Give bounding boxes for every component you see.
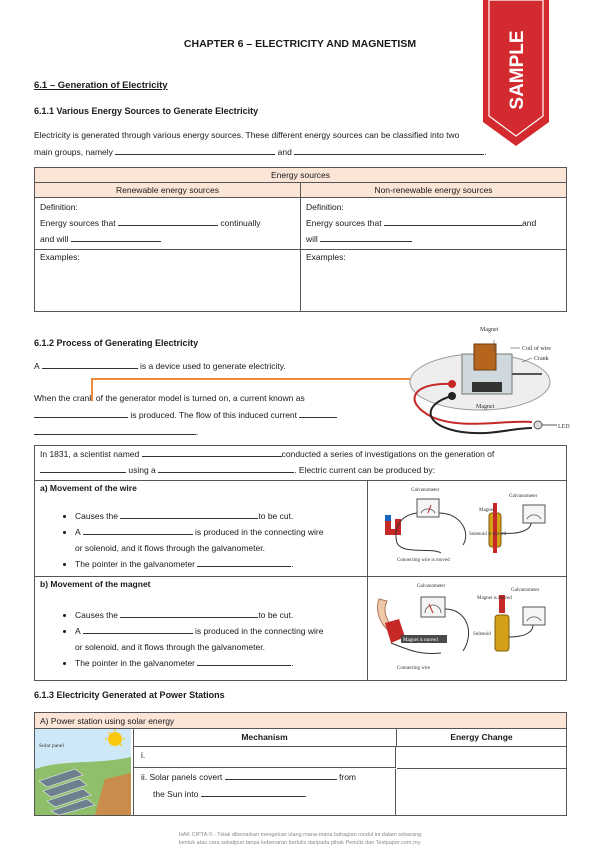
blank-field[interactable]	[225, 769, 337, 780]
blank-field[interactable]	[158, 462, 294, 473]
label-connecting-wire: Connecting wire is moved	[397, 558, 450, 563]
intro-line-2: main groups, namely and .	[34, 144, 574, 161]
intro-text: main groups, namely	[34, 147, 113, 157]
blank-field[interactable]	[115, 144, 275, 155]
copyright-footer	[0, 831, 600, 847]
solar-table-title: A) Power station using solar energy	[35, 713, 566, 729]
subsection-heading-6-1-3: 6.1.3 Electricity Generated at Power Stations	[34, 690, 225, 700]
magnet-movement-row	[35, 576, 566, 681]
label-galvanometer: Galvanometer	[411, 488, 440, 493]
non-renewable-examples-cell: Examples:	[301, 250, 567, 312]
intro-line-1: Electricity is generated through various energy sources. These different energy sources can be classified into two	[34, 130, 460, 140]
footer-line: bentuk atau cara sekalipun tanpa kebenaran bertulis daripada pihak Penulis dan Testpaper.com.my.	[178, 840, 422, 846]
label-magnet-top: Magnet	[480, 327, 499, 333]
label-magnet-bottom: Magnet	[476, 404, 495, 410]
blank-field[interactable]	[40, 462, 126, 473]
label-galvanometer: Galvanometer	[511, 588, 540, 593]
blank-field[interactable]	[120, 508, 258, 519]
faraday-text: In 1831, a scientist named	[40, 449, 140, 459]
column-header-mechanism: Mechanism	[133, 729, 397, 747]
generator-line	[34, 358, 286, 375]
blank-field[interactable]	[34, 424, 196, 435]
non-renewable-definition-cell	[301, 198, 567, 250]
blank-field[interactable]	[142, 446, 282, 457]
chapter-title: CHAPTER 6 – ELECTRICITY AND MAGNETISM	[183, 38, 417, 50]
subsection-heading-6-1-1: 6.1.1 Various Energy Sources to Generate Electricity	[34, 106, 259, 116]
bullet-item: • Causes the to be cut.	[75, 607, 405, 623]
solar-mechanism-grid	[133, 729, 566, 815]
generator-model-illustration	[392, 322, 568, 440]
bullet-item: • Causes the to be cut.	[75, 508, 405, 524]
label-galvanometer: Galvanometer	[509, 494, 538, 499]
bullet-item: • The pointer in the galvanometer .	[75, 655, 405, 671]
label-connecting-wire: Connecting wire	[397, 666, 431, 671]
column-header-non-renewable: Non-renewable energy sources	[301, 183, 567, 198]
bullet-item: • A is produced in the connecting wire or solenoid, and it flows through the galvanometer.	[75, 623, 405, 655]
blank-field[interactable]	[201, 786, 305, 797]
label-crank: Crank	[534, 356, 549, 362]
faraday-text: using a	[128, 465, 156, 475]
blank-field[interactable]	[299, 407, 337, 418]
blank-field[interactable]	[83, 524, 193, 535]
solar-power-table	[34, 712, 567, 816]
definition-text: will	[306, 234, 318, 244]
blank-field[interactable]	[42, 358, 138, 369]
magnet-movement-figure	[371, 579, 563, 679]
blank-field[interactable]	[384, 215, 522, 226]
intro-paragraph	[34, 127, 574, 161]
bullet-item: • The pointer in the galvanometer .	[75, 556, 405, 572]
definition-label: Definition:	[40, 202, 78, 212]
definition-text: Energy sources that	[306, 218, 382, 228]
footer-line: HAK CIPTA © : Tidak dibenarkan mengeluar ulang mana-mana bahagian modul ini dalam sebarang	[178, 832, 422, 838]
mechanism-row-2: ii. Solar panels covert from the Sun into .	[133, 769, 396, 815]
label-magnet-moved-box: Magnet is moved	[403, 638, 438, 643]
energy-sources-table	[34, 167, 567, 312]
blank-field[interactable]	[294, 144, 484, 155]
blank-field[interactable]	[320, 231, 412, 242]
section-heading-6-1: 6.1 – Generation of Electricity	[34, 80, 168, 91]
blank-field[interactable]	[118, 215, 218, 226]
bullet-item: • A is produced in the connecting wire or solenoid, and it flows through the galvanometer.	[75, 524, 405, 556]
blank-field[interactable]	[83, 623, 193, 634]
wire-movement-title: a) Movement of the wire	[40, 483, 137, 493]
faraday-intro	[35, 446, 566, 478]
label-magnet-moved: Magnet is moved	[477, 596, 512, 601]
label-led: LED	[558, 424, 570, 430]
definition-text: and will	[40, 234, 69, 244]
definition-label: Definition:	[306, 202, 344, 212]
definition-text: continually	[220, 218, 261, 228]
mechanism-row-1: i.	[133, 747, 396, 768]
faraday-text: conducted a series of investigations on the generation of	[281, 449, 495, 459]
column-header-renewable: Renewable energy sources	[35, 183, 301, 198]
column-header-energy-change: Energy Change	[397, 729, 566, 747]
wire-movement-figure	[371, 483, 563, 575]
subsection-heading-6-1-2: 6.1.2 Process of Generating Electricity	[34, 338, 199, 348]
wire-movement-row	[35, 480, 566, 577]
crank-text: is produced. The flow of this induced current	[130, 410, 298, 420]
crank-text: When the crank of the generator model is turned on, a current known as	[34, 393, 305, 403]
generator-text: is a device used to generate electricity.	[139, 361, 286, 371]
blank-field[interactable]	[120, 607, 258, 618]
blank-field[interactable]	[71, 231, 161, 242]
blank-field[interactable]	[34, 407, 128, 418]
table-caption: Energy sources	[35, 168, 567, 183]
blank-field[interactable]	[197, 655, 291, 666]
generator-text: A	[34, 361, 40, 371]
definition-text: Energy sources that	[40, 218, 116, 228]
solar-panel-illustration	[35, 729, 131, 815]
renewable-examples-cell: Examples:	[35, 250, 301, 312]
faraday-box	[34, 445, 567, 681]
energy-change-row-1[interactable]	[397, 747, 566, 769]
label-galvanometer: Galvanometer	[417, 584, 446, 589]
solar-image-cell	[35, 729, 134, 815]
label-solenoid: Solenoid is moved	[469, 532, 507, 537]
magnet-movement-bullets	[35, 607, 405, 671]
label-solenoid: Solenoid	[473, 632, 491, 637]
label-magnet: Magnet	[479, 508, 495, 513]
magnet-movement-title: b) Movement of the magnet	[40, 579, 151, 589]
crank-paragraph: When the crank of the generator model is turned on, a current known as is produced. The flow of this induced current .	[34, 390, 384, 441]
blank-field[interactable]	[197, 556, 291, 567]
label-solar-panel: Solar panel	[39, 743, 64, 749]
sample-ribbon-badge	[483, 0, 549, 146]
label-coil: Coil of wire	[522, 346, 551, 352]
wire-movement-bullets	[35, 508, 405, 572]
definition-text: and	[521, 218, 537, 228]
energy-change-row-2[interactable]	[397, 769, 566, 815]
intro-text: and	[277, 147, 292, 157]
renewable-definition-cell	[35, 198, 301, 250]
faraday-text: . Electric current can be produced by:	[294, 465, 435, 475]
sample-text: SAMPLE	[507, 30, 528, 110]
